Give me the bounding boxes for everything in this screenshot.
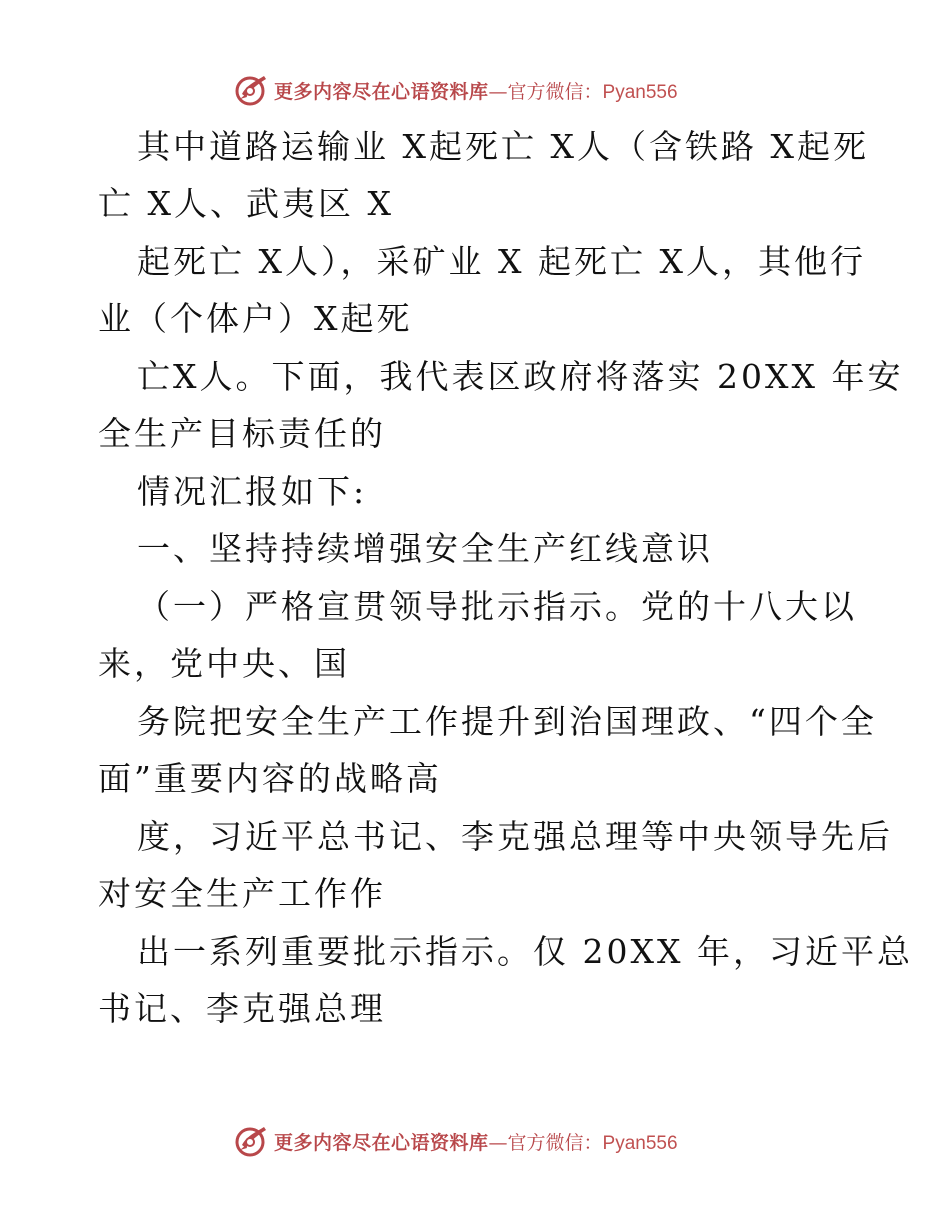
- footer-wechat-label: 官方微信：: [507, 1131, 603, 1154]
- paragraph-line: 面”重要内容的战略高: [98, 759, 442, 798]
- pen-nib-logo-icon: [234, 72, 270, 108]
- paragraph-line: 来，党中央、国: [98, 644, 350, 683]
- paragraph-line: 其中道路运输业 X起死亡 X人（含铁路 X起死: [137, 127, 869, 166]
- header-banner: [234, 70, 714, 110]
- paragraph-line: 业（个体户）X起死: [98, 299, 413, 338]
- paragraph-line: 书记、李克强总理: [98, 989, 386, 1028]
- footer-banner: [234, 1121, 714, 1161]
- footer-wechat-id: Pyan556: [602, 1132, 678, 1154]
- paragraph-line: 全生产目标责任的: [98, 414, 386, 453]
- header-dash: —: [488, 80, 508, 103]
- header-wechat-id: Pyan556: [602, 81, 678, 103]
- footer-brand: 更多内容尽在心语资料库: [274, 1131, 489, 1154]
- paragraph-line: 亡X人。下面，我代表区政府将落实 20XX 年安: [137, 357, 904, 396]
- paragraph-line: 度，习近平总书记、李克强总理等中央领导先后: [137, 817, 893, 856]
- paragraph-line: 出一系列重要批示指示。仅 20XX 年，习近平总: [137, 932, 913, 971]
- section-heading: 一、坚持持续增强安全生产红线意识: [137, 529, 713, 568]
- paragraph-line: 亡 X人、武夷区 X: [98, 184, 394, 223]
- footer-banner-text: [274, 1128, 678, 1155]
- paragraph-line: 务院把安全生产工作提升到治国理政、“四个全: [137, 702, 877, 741]
- paragraph-line: 对安全生产工作作: [98, 874, 386, 913]
- pen-nib-logo-icon: [234, 1123, 270, 1159]
- header-wechat-label: 官方微信：: [507, 80, 603, 103]
- paragraph-line: 情况汇报如下:: [137, 472, 368, 511]
- header-banner-text: [274, 77, 678, 104]
- footer-dash: —: [488, 1131, 508, 1154]
- paragraph-line: （一）严格宣贯领导批示指示。党的十八大以: [137, 587, 857, 626]
- header-brand: 更多内容尽在心语资料库: [274, 80, 489, 103]
- paragraph-line: 起死亡 X人），采矿业 X 起死亡 X人，其他行: [137, 242, 866, 281]
